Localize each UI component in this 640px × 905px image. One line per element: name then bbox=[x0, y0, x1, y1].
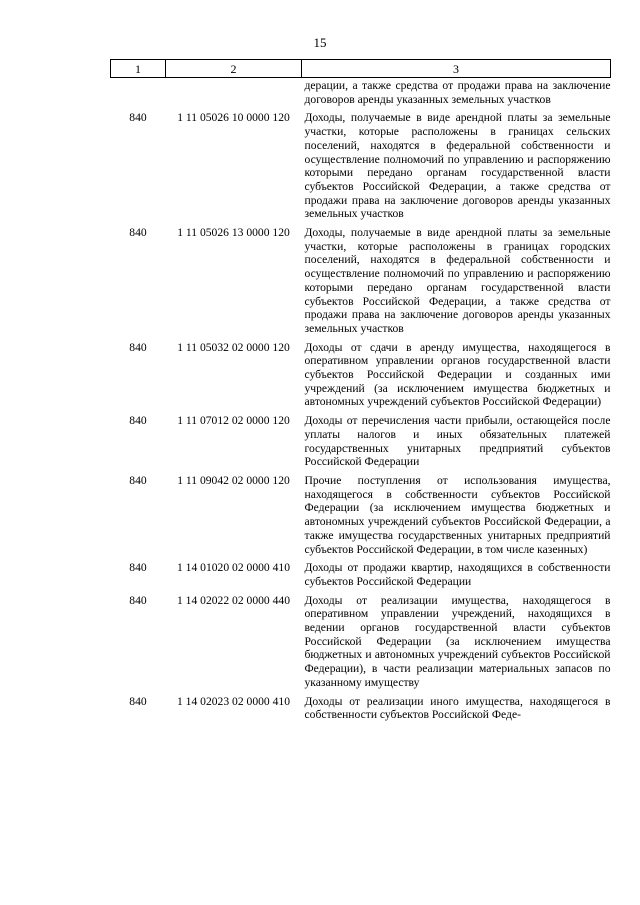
revenue-code: 1 11 07012 02 0000 120 bbox=[177, 414, 290, 428]
admin-code: 840 bbox=[129, 694, 147, 708]
table-header bbox=[111, 60, 611, 78]
revenue-description: Доходы от реализации имущества, находящегося в оперативном управлении учреждений, находящихся в ведении органов государственной власти субъектов Российской Федерации (за исключением имущества бюджетных и автономных учреждений субъектов Российской Федерации), в части реализации материальных запасов по указанному имуществу bbox=[304, 593, 611, 689]
continuation-text: дерации, а также средства от продажи права на заключение договоров аренды указанных земельных участков bbox=[304, 79, 611, 106]
admin-code: 840 bbox=[129, 473, 147, 487]
table-row bbox=[111, 226, 611, 336]
column-header-1: 1 bbox=[111, 60, 166, 78]
continuation-row bbox=[111, 78, 611, 107]
revenue-description: Доходы, получаемые в виде арендной платы за земельные участки, которые расположены в границах сельских поселений, находятся в федеральной собственности и осуществление полномочий по управлению и распоряжению которыми передано органам государственной власти субъектов Российской Федерации, а также средства от продажи права на заключение договоров аренды указанных земельных участков bbox=[304, 111, 611, 221]
admin-code: 840 bbox=[129, 340, 147, 354]
revenue-code: 1 14 01020 02 0000 410 bbox=[176, 561, 291, 575]
table-row bbox=[111, 111, 611, 221]
table-row bbox=[111, 341, 611, 410]
revenue-description: Доходы от перечисления части прибыли, остающейся после уплаты налогов и иных обязательных платежей государственных унитарных предприятий субъектов Российской Федерации bbox=[304, 414, 611, 469]
admin-code: 840 bbox=[129, 414, 147, 428]
revenue-codes-table bbox=[110, 59, 611, 722]
revenue-code: 1 11 05026 10 0000 120 bbox=[177, 111, 290, 125]
column-header-3: 3 bbox=[302, 60, 611, 78]
revenue-description: Доходы от сдачи в аренду имущества, находящегося в оперативном управлении органов государственной власти субъектов Российской Федерации и созданных ими учреждений (за исключением имущества бюджетных и автономных учреждений субъектов Российской Федерации) bbox=[304, 340, 611, 409]
revenue-description: Доходы от продажи квартир, находящихся в собственности субъектов Российской Федерации bbox=[304, 561, 611, 588]
table-row bbox=[111, 474, 611, 556]
revenue-code: 1 11 05032 02 0000 120 bbox=[177, 340, 290, 354]
table-row bbox=[111, 695, 611, 722]
admin-code: 840 bbox=[129, 111, 147, 125]
revenue-code: 1 11 05026 13 0000 120 bbox=[177, 226, 290, 240]
revenue-code: 1 14 02022 02 0000 440 bbox=[176, 593, 291, 607]
table-row bbox=[111, 561, 611, 588]
table-row bbox=[111, 594, 611, 690]
revenue-description: Прочие поступления от использования имущества, находящегося в собственности субъектов Российской Федерации (за исключением имущества бюджетных и автономных учреждений субъектов Российской Федерации, а также имущества государственных унитарных предприятий субъектов Российской Федерации, в том числе казенных) bbox=[304, 473, 611, 556]
page-number: 15 bbox=[313, 35, 327, 50]
revenue-code: 1 14 02023 02 0000 410 bbox=[176, 694, 291, 708]
revenue-description: Доходы от реализации иного имущества, находящегося в собственности субъектов Российской Феде- bbox=[304, 694, 611, 722]
admin-code: 840 bbox=[129, 226, 147, 240]
admin-code: 840 bbox=[129, 593, 147, 607]
revenue-code: 1 11 09042 02 0000 120 bbox=[177, 473, 290, 487]
admin-code: 840 bbox=[129, 561, 147, 575]
revenue-description: Доходы, получаемые в виде арендной платы за земельные участки, которые расположены в границах городских поселений, находятся в федеральной собственности и осуществление полномочий по управлению и распоряжению которыми передано органам государственной власти субъектов Российской Федерации, а также средства от продажи права на заключение договоров аренды указанных земельных участков bbox=[304, 226, 611, 335]
table-row bbox=[111, 414, 611, 469]
column-header-2: 2 bbox=[166, 60, 302, 78]
